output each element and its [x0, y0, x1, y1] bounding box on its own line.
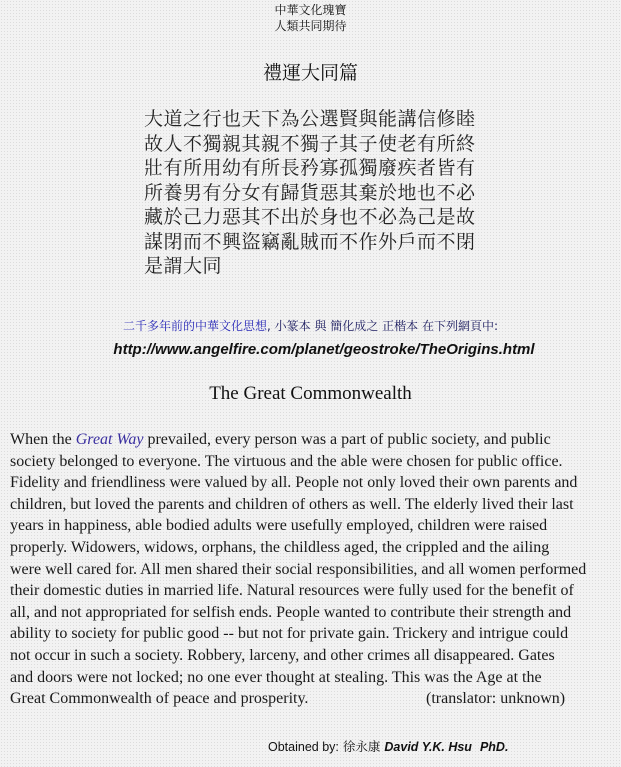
translation-line: their domestic duties in married life. Natural resources were fully used for the benefit of [10, 582, 574, 600]
header-line-2: 人類共同期待 [274, 19, 347, 33]
classical-line: 是謂大同 [144, 255, 223, 277]
translation-line: society belonged to everyone. The virtuous and the able were chosen for public office. [10, 452, 563, 470]
translation-line: not occur in such a society. Robbery, larceny, and other crimes all disappeared. Gates [10, 646, 555, 664]
credit-line [268, 739, 508, 755]
translation-line: all, and not appropriated for selfish ends. People wanted to contribute their strength and [10, 603, 572, 621]
translation-line: children, but loved the parents and children of others as well. The elderly lived their last [10, 495, 574, 513]
great-way-term: Great Way [75, 431, 144, 448]
translation-line: ability to society for public good -- but not for private gain. Trickery and intrigue could [10, 625, 569, 643]
classical-line: 大道之行也天下為公選賢與能講信修睦 [144, 108, 476, 130]
translation-line: properly. Widowers, widows, orphans, the childless aged, the crippled and the ailing [10, 538, 550, 556]
translation-line [10, 429, 610, 451]
english-title: The Great Commonwealth [209, 383, 412, 404]
classical-text [144, 107, 504, 279]
line1-suffix: prevailed, every person was a part of public society, and public [143, 431, 551, 448]
english-translation [10, 429, 610, 710]
last-line-text: Great Commonwealth of peace and prosperity. [10, 690, 309, 708]
classical-line: 故人不獨親其親不獨子其子使老有所終 [144, 132, 476, 155]
translation-line: were well cared for. All men shared their social responsibilities, and all women performed [10, 560, 587, 578]
author-name-chinese: 徐永康 [342, 739, 381, 754]
site-note-part5: 在下列網頁中: [418, 319, 498, 333]
classical-line: 所養男有分女有歸貨惡其棄於地也不必 [144, 181, 476, 204]
classical-line: 謀閉而不興盜竊亂賊而不作外戶而不閉 [144, 230, 476, 253]
chinese-title: 禮運大同篇 [262, 62, 358, 84]
source-url-link[interactable]: http://www.angelfire.com/planet/geostroke/TheOrigins.html [113, 341, 535, 358]
classical-line: 藏於己力惡其不出於身也不必為己是故 [144, 206, 476, 228]
author-degree: PhD. [479, 740, 509, 754]
author-name: David Y.K. Hsu [384, 740, 472, 754]
translation-line: and doors were not locked; no one ever thought at stealing. This was the Age at the [10, 668, 542, 686]
site-note-part4: 正楷本 [382, 319, 419, 333]
translation-line: Fidelity and friendliness were valued by all. People not only loved their own parents and [10, 474, 578, 492]
site-note-part2: 中華文化思想 [195, 319, 268, 333]
classical-line: 壯有所用幼有所長矜寡孤獨廢疾者皆有 [144, 157, 476, 179]
header-line-1: 中華文化瑰寶 [274, 3, 347, 17]
translation-line: years in happiness, able bodied adults were usefully employed, children were raised [10, 517, 548, 535]
translation-last-line [10, 688, 610, 710]
site-note [0, 319, 621, 334]
line1-prefix: When the [10, 431, 76, 448]
translator-note: (translator: unknown) [426, 690, 566, 708]
site-note-part1: 二千多年前的 [123, 319, 196, 333]
site-note-part3: , 小篆本 與 簡化成之 [267, 319, 383, 333]
credit-label: Obtained by: [268, 740, 339, 754]
